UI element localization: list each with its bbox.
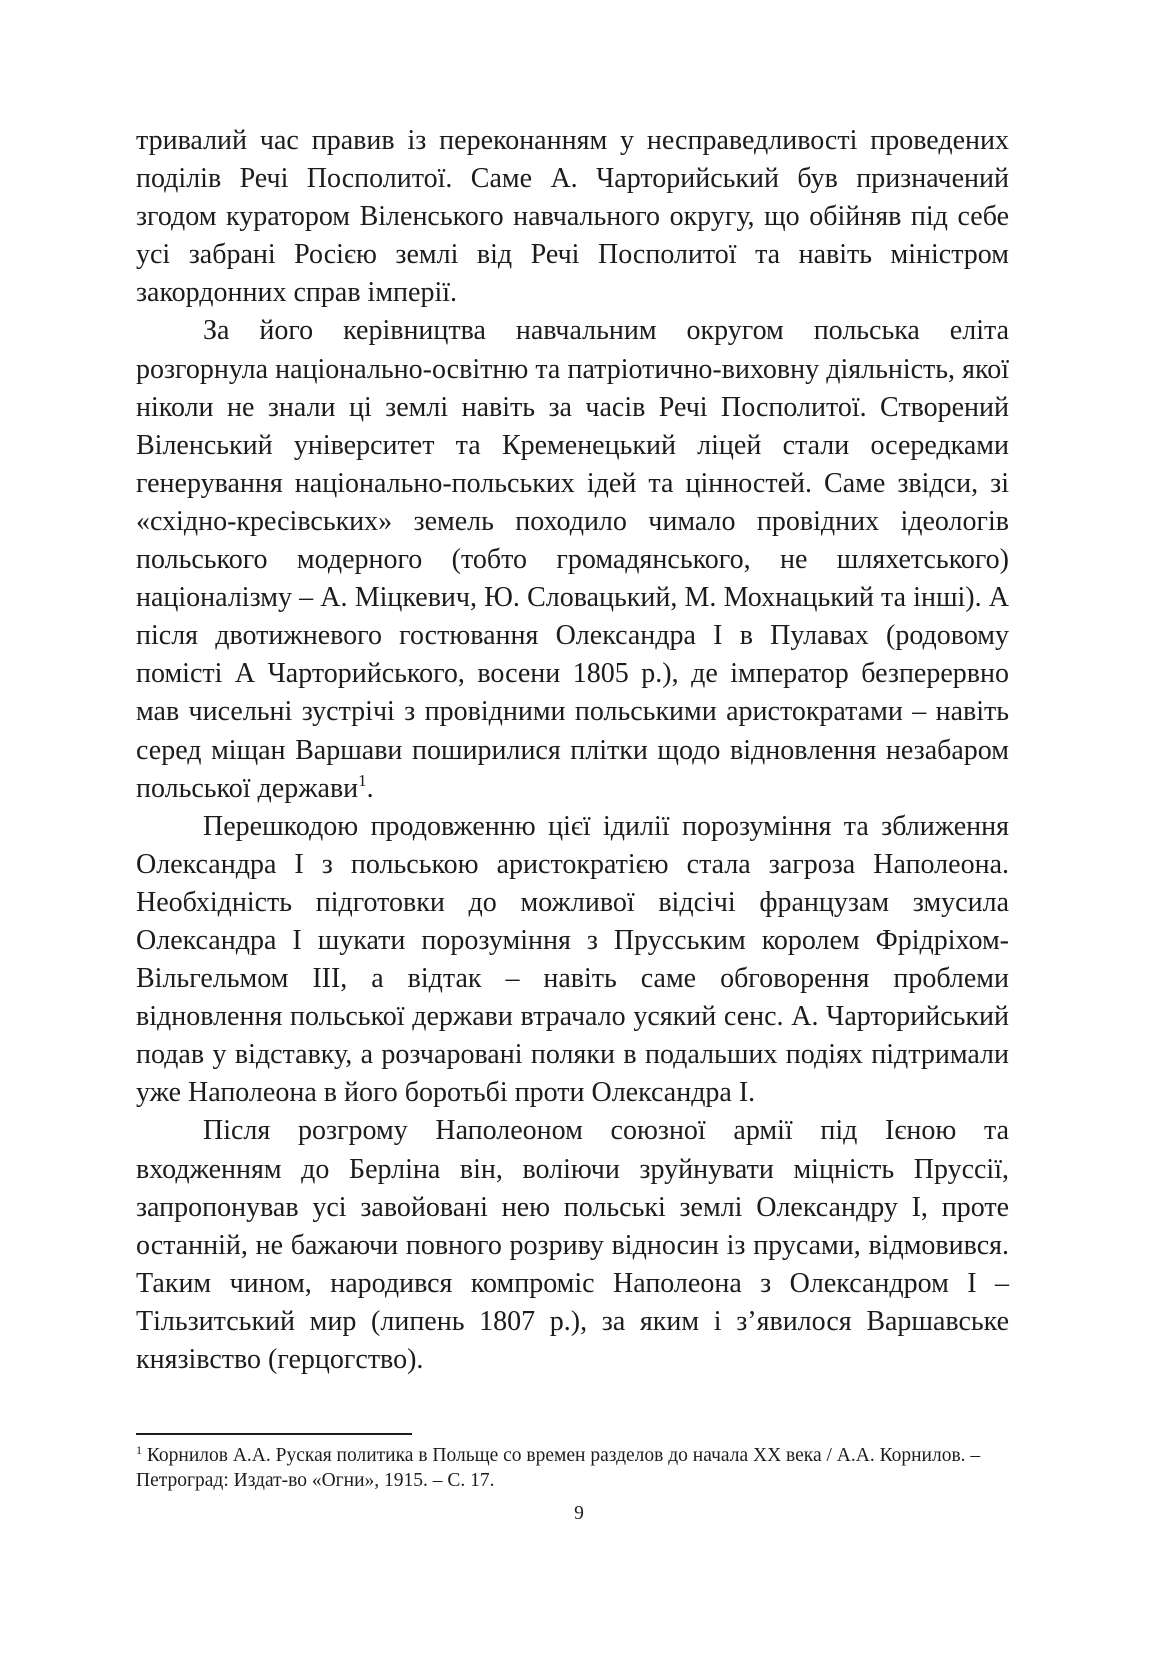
page-number: 9: [574, 1503, 584, 1524]
paragraph-2: [136, 312, 1009, 807]
paragraph-4: [136, 1112, 1009, 1379]
paragraph-1-text: тривалий час правив із переконанням у несправедливості проведених поділів Речі Посполитої. Саме А. Чарторийський був призначений згодом куратором Віленського навчального округу, що обійняв під себе усі забрані Росією землі від Речі Посполитої та навіть міністром закордонних справ імперії.: [136, 125, 1009, 309]
footnote-marker: 1: [136, 1443, 142, 1457]
footnote: [136, 1443, 1009, 1493]
paragraph-4-text: Після розгрому Наполеоном союзної армії під Ієною та входженням до Берліна він, воліючи зруйнувати міцність Пруссії, запропонував усі завойовані нею польські землі Олександру І, проте останній, не бажаючи повного розриву відносин із прусами, відмовився. Таким чином, народився компроміс Наполеона з Олександром І – Тільзитський мир (липень 1807 р.), за яким і з’явилося Варшавське князівство (герцогство).: [136, 1115, 1009, 1375]
paragraph-3-text: Перешкодою продовженню цієї ідилії порозуміння та зближення Олександра І з польською аристократією стала загроза Наполеона. Необхідність підготовки до можливої відсічі французам змусила Олександра І шукати порозуміння з Прусським королем Фрідріхом-Вільгельмом ІІІ, а відтак – навіть саме обговорення проблеми відновлення польської держави втрачало усякий сенс. А. Чарторийський подав у відставку, а розчаровані поляки в подальших подіях підтримали уже Наполеона в його боротьбі проти Олександра І.: [136, 810, 1009, 1109]
footnote-text: Корнилов А.А. Руская политика в Польще со времен разделов до начала ХХ века / А.А. Корнилов. – Петроград: Издат-во «Огни», 1915. – С. 17.: [136, 1445, 981, 1491]
footnote-reference[interactable]: 1: [358, 770, 367, 790]
paragraph-2-end: .: [366, 772, 374, 804]
footnote-separator: [136, 1433, 412, 1435]
paragraph-2-text: За його керівництва навчальним округом польська еліта розгорнула національно-освітню та патріотично-виховну діяльність, якої ніколи не знали ці землі навіть за часів Речі Посполитої. Створений Віленський університет та Кременецький ліцей стали осередками генерування національно-польських ідей та цінностей. Саме звідси, зі «східно-кресівських» земель походило чимало провідних ідеологів польського модерного (тобто громадянського, не шляхетського) націоналізму – А. Міцкевич, Ю. Словацький, М. Мохнацький та інші). А після двотижневого гостювання Олександра І в Пулавах (родовому помісті А Чарторийського, восени 1805 р.), де імператор безперервно мав чисельні зустрічі з провідними польськими аристократами – навіть серед міщан Варшави поширилися плітки щодо відновлення незабаром польської держави: [136, 315, 1009, 804]
paragraph-3: [136, 808, 1009, 1113]
paragraph-1: [136, 122, 1009, 312]
main-text: [136, 122, 1009, 1379]
